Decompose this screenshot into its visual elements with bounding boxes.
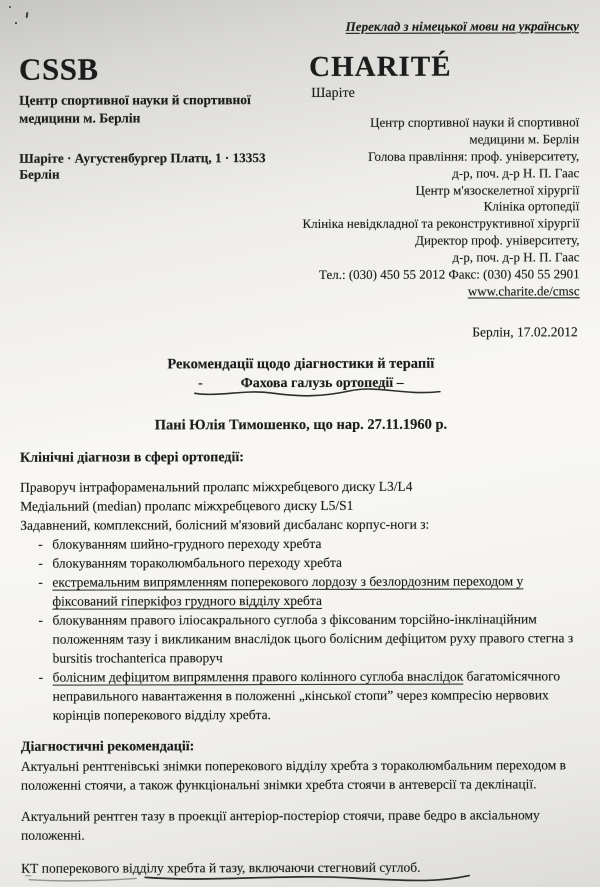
cssb-logo: CSSB [18, 51, 99, 87]
title-line1: Рекомендації щодо діагностики й терапії [167, 355, 435, 373]
clinic-info-line: Тел.: (030) 450 55 2012 Факс: (030) 450 55 2901 [319, 266, 580, 282]
bullet-text: блокуванням тораколюмбального переходу хребта [52, 554, 343, 571]
bullet-text: багатомісячного неправильного навантаження в положенні „кінської стопи” через компресію нервових корінців поперекового відділу хребта. [52, 668, 561, 723]
translation-note-text: Переклад з німецької мови на українську [345, 18, 579, 34]
bullet-text: блокуванням шийно-грудного переходу хребта [52, 535, 322, 552]
patient-line: Пані Юлія Тимошенко, що нар. 27.11.1960 р. [154, 416, 448, 434]
diagnosis-bullet [20, 571, 582, 610]
bullet-dash: - [38, 555, 43, 571]
sender-address-line: Шаріте · Аугустенбургер Платц, 1 · 13353 Берлін [19, 149, 266, 182]
date-line: Берлін, 17.02.2012 [472, 324, 578, 340]
recommendation-paragraph: КТ поперекового відділу хребта й тазу, включаючи стегновий суглоб. [21, 859, 421, 876]
diagnosis-line: Праворуч інтрафораменальний пролапс міжхребцевого диску L3/L4 [20, 478, 413, 495]
website-url: www.charite.de/cmsc [467, 283, 580, 299]
diagnoses-intro [20, 476, 582, 534]
diagnoses-bullet-list [20, 533, 582, 724]
bullet-text-underlined: екстремальним випрямленням поперекового лордозу з безлордозним переходом у фіксований гіперкіфоз грудного відділу хребта [52, 573, 524, 609]
charite-logo: CHARITÉ [309, 50, 452, 83]
diagnosis-bullet [20, 533, 582, 553]
title-dash: - [198, 376, 203, 392]
recommendation-paragraph: Актуальні рентгенівські знімки поперекового відділу хребта з тораколюмбальним переходом в положенні стоячи, а також функціональні знімки хребта стоячи в антеверсії та деклінації. [20, 757, 566, 793]
clinic-info-line: Центр м'язоскелетної хірургії [415, 181, 580, 198]
diagnosis-line: Медіальний (median) пролапс міжхребцевого диску L5/S1 [20, 497, 354, 514]
clinic-info-line: Клініка ортопедії [483, 198, 580, 214]
recommendations-heading: Діагностичні рекомендації: [20, 739, 195, 755]
bullet-text-underlined: болісним дефіцитом випрямлення правого колінного суглоба внаслідок [52, 668, 464, 685]
diagnosis-bullet [21, 666, 583, 724]
clinic-info-line: Клініка невідкладної та реконструктивної хірургії [302, 215, 580, 232]
bullet-dash: - [38, 612, 43, 628]
clinic-info-line: Голова правління: проф. університету, [368, 147, 580, 164]
bullet-dash: - [38, 536, 43, 552]
title-line2-text: Фахова галузь ортопедії – [240, 375, 404, 392]
diagnosis-bullet [20, 552, 582, 572]
letterhead-left [19, 52, 284, 302]
bullet-dash: - [38, 669, 44, 685]
translation-note [19, 18, 581, 35]
clinic-info-line: д-р, поч. д-р Н. П. Гаас [452, 164, 580, 181]
clinic-info-line: Центр спортивної науки й спортивної [370, 114, 580, 130]
bullet-dash: - [38, 574, 43, 590]
clinic-info-line: медицини м. Берлін [469, 131, 580, 147]
diagnosis-bullet [20, 609, 582, 667]
document-title [20, 355, 582, 392]
clinic-info-block [283, 114, 581, 301]
bullet-text: блокуванням правого іліосакрального суглоба з фіксованим торсійно-інклінаційним положенням тазу і викликаним внаслідок цього болісним дефіцитом руху правого стегна з bursitis trochanterica праворуч [52, 611, 574, 666]
hand-wavy-underline [192, 386, 444, 399]
clinic-info-line: Директор проф. університету, [415, 232, 580, 248]
letterhead-right [283, 51, 582, 301]
letterhead [19, 51, 582, 301]
cssb-org-line2: медицини м. Берлін [19, 110, 141, 126]
diagnoses-heading: Клінічні діагнози в сфері ортопедії: [20, 450, 244, 466]
diagnosis-line: Задавнений, комплексний, болісний м'язовий дисбаланс корпус-ноги з: [20, 516, 430, 533]
clinic-info-line: д-р, поч. д-р Н. П. Гаас [452, 249, 580, 265]
charite-sub-label: Шаріте [311, 85, 355, 101]
recommendation-ct-line [21, 857, 583, 877]
cssb-org-line1: Центр спортивної науки й спортивної [19, 92, 251, 108]
cssb-org-lines [19, 91, 283, 127]
recommendation-paragraph: Актуальний рентген тазу в проекції антеріор-постеріор стоячи, праве бедро в аксіальному положенні. [20, 807, 540, 843]
